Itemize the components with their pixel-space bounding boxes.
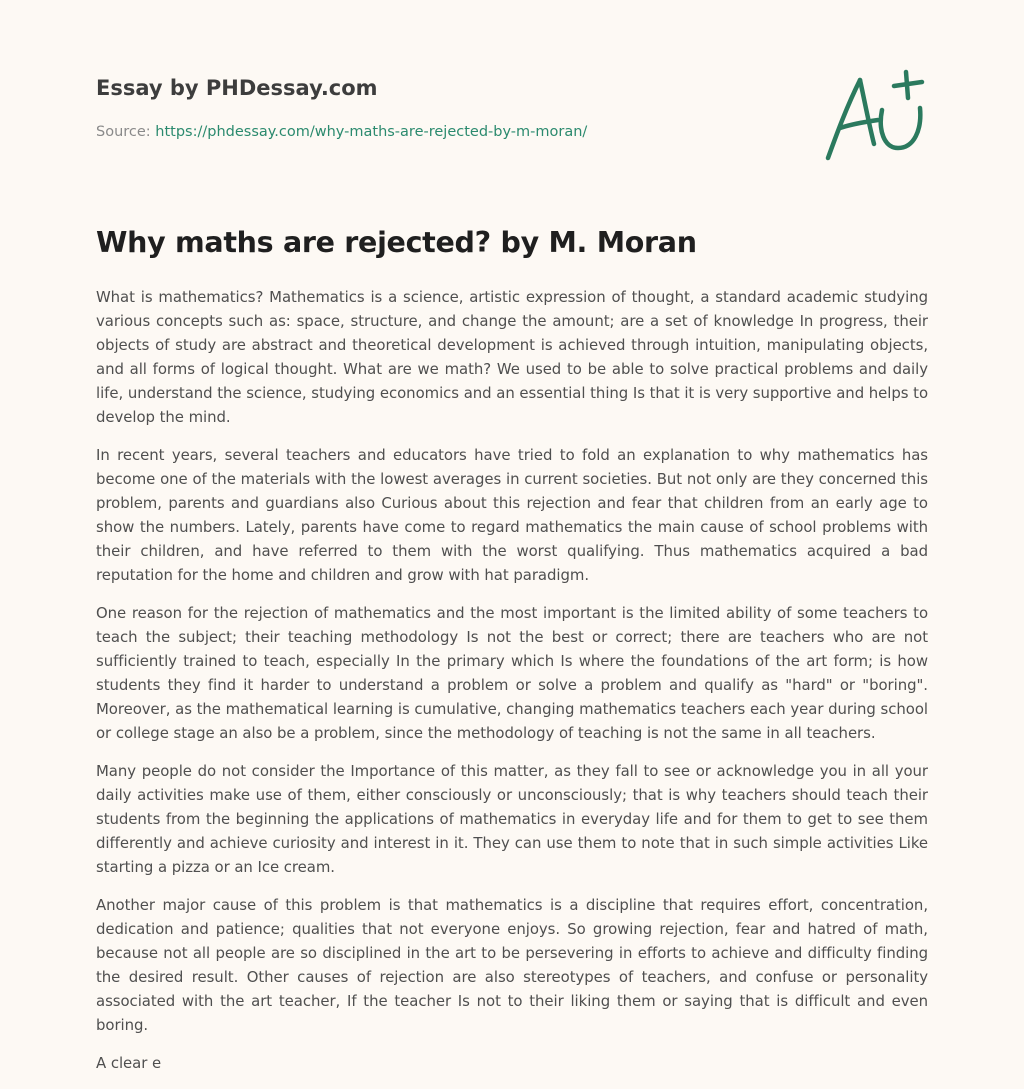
article-paragraph-truncated: A clear e (96, 1054, 162, 1072)
article-paragraph: Another major cause of this problem is that mathematics is a discipline that requires effort, concentration, dedication and patience; qualities that not everyone enjoys. So growing rejection, fear and hatred of math, because not all people are so disciplined in the art to be persevering in efforts to achieve and difficulty finding the desired result. Other causes of rejection are also stereotypes of teachers, and confuse or personality associated with the art teacher, If the teacher Is not to their liking them or saying that is difficult and even boring. (96, 896, 928, 1034)
a-plus-logo (822, 68, 932, 164)
page-header (96, 74, 928, 174)
article-paragraph: In recent years, several teachers and educators have tried to fold an explanation to why mathematics has become one of the materials with the lowest averages in current societies. But not only are they concerned this problem, parents and guardians also Curious about this rejection and fear that children from an early age to show the numbers. Lately, parents have come to regard mathematics the main cause of school problems with their children, and have referred to them with the worst qualifying. Thus mathematics acquired a bad reputation for the home and children and grow with hat paradigm. (96, 446, 928, 584)
site-title: Essay by PHDessay.com (96, 76, 378, 100)
article-paragraph: One reason for the rejection of mathematics and the most important is the limited ability of some teachers to teach the subject; their teaching methodology Is not the best or correct; there are teachers who are not sufficiently trained to teach, especially In the primary which Is where the foundations of the art form; is how students they find it harder to understand a problem or solve a problem and qualify as "hard" or "boring". Moreover, as the mathematical learning is cumulative, changing mathematics teachers each year during school or college stage an also be a problem, since the methodology of teaching is not the same in all teachers. (96, 604, 928, 742)
article-paragraph: Many people do not consider the Importance of this matter, as they fall to see or acknowledge you in all your daily activities make use of them, either consciously or unconsciously; that is why teachers should teach their students from the beginning the applications of mathematics in everyday life and for them to get to see them differently and achieve curiosity and interest in it. They can use them to note that in such simple activities Like starting a pizza or an Ice cream. (96, 762, 928, 876)
article-paragraph: What is mathematics? Mathematics is a science, artistic expression of thought, a standard academic studying various concepts such as: space, structure, and change the amount; are a set of knowledge In progress, their objects of study are abstract and theoretical development is achieved through intuition, manipulating objects, and all forms of logical thought. What are we math? We used to be able to solve practical problems and daily life, understand the science, studying economics and an essential thing Is that it is very supportive and helps to develop the mind. (96, 288, 929, 426)
article-body (96, 285, 928, 1089)
source-link[interactable]: https://phdessay.com/why-maths-are-rejected-by-m-moran/ (155, 124, 588, 140)
source-label: Source: (96, 124, 151, 140)
article-title: Why maths are rejected? by M. Moran (96, 226, 697, 259)
a-plus-logo-icon (822, 68, 932, 164)
source-line (96, 124, 587, 140)
